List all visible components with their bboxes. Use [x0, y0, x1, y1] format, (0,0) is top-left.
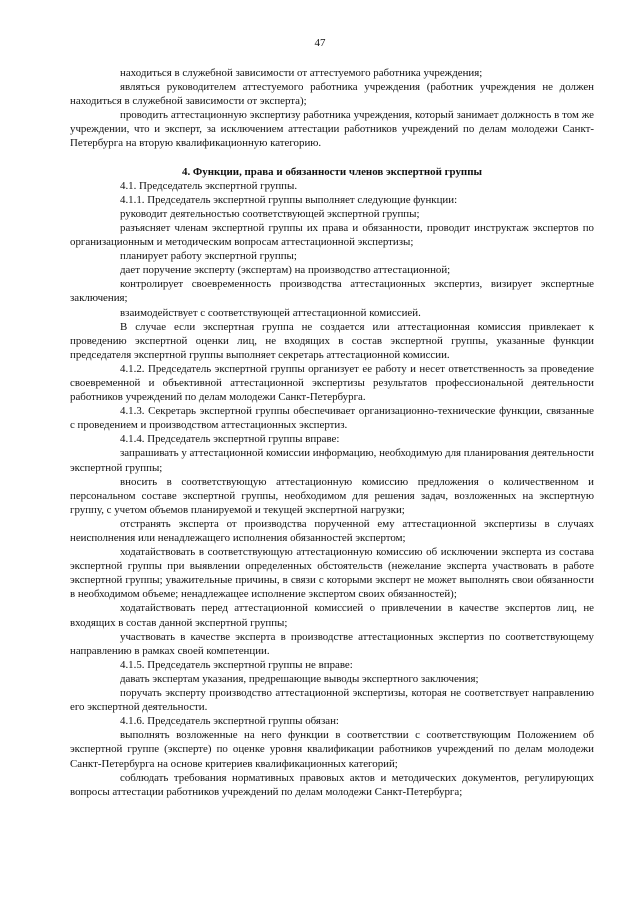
paragraph: запрашивать у аттестационной комиссии информацию, необходимую для планирования деятельности экспертной группы; — [70, 447, 594, 474]
section-heading: 4. Функции, права и обязанности членов экспертной группы — [182, 165, 482, 178]
paragraph: соблюдать требования нормативных правовых актов и методических документов, регулирующих вопросы аттестации работников учреждений по делам молодежи Санкт-Петербурга; — [70, 771, 594, 798]
paragraph: проводить аттестационную экспертизу работника учреждения, который занимает должность в том же учреждении, что и эксперт, за исключением аттестации работников учреждений по делам молодежи Санкт-Петербурга на вторую квалификационную категорию. — [70, 109, 594, 150]
paragraph: отстранять эксперта от производства порученной ему аттестационной экспертизы в случаях неисполнения или ненадлежащего исполнения обязанностей экспертом; — [70, 517, 594, 544]
page-number: 47 — [314, 37, 326, 49]
paragraph: ходатайствовать перед аттестационной комиссией о привлечении в качестве экспертов лиц, не входящих в состав данной экспертной группы; — [70, 602, 594, 629]
paragraph: контролирует своевременность производства аттестационных экспертиз, визирует экспертные заключения; — [70, 278, 594, 305]
paragraph: разъясняет членам экспертной группы их права и обязанности, проводит инструктаж экспертов по организационным и методическим вопросам аттестационной экспертизы; — [70, 221, 594, 249]
paragraph: выполнять возложенные на него функции в соответствии с соответствующим Положением об экспертной группе (эксперте) по оценке уровня квалификации работников учреждений по делам молодежи Санкт-Петербурга на основе критериев квалификационных категорий; — [70, 729, 594, 770]
paragraph: 4.1.5. Председатель экспертной группы не вправе: — [120, 658, 353, 671]
paragraph: участвовать в качестве эксперта в производстве аттестационных экспертиз по соответствующему направлению в рамках своей компетенции. — [70, 630, 594, 657]
paragraph: дает поручение эксперту (экспертам) на производство аттестационной; — [120, 264, 451, 277]
paragraph: планирует работу экспертной группы; — [120, 250, 297, 263]
paragraph: 4.1.6. Председатель экспертной группы обязан: — [120, 715, 339, 728]
document-body — [70, 66, 594, 799]
paragraph: взаимодействует с соответствующей аттестационной комиссией. — [120, 306, 421, 319]
paragraph: поручать эксперту производство аттестационной экспертизы, которая не соответствует направлению его экспертной деятельности. — [70, 687, 594, 714]
paragraph: 4.1.3. Секретарь экспертной группы обеспечивает организационно-технические функции, связанные с проведением и производством аттестационных экспертиз. — [70, 405, 594, 432]
paragraph: 4.1.1. Председатель экспертной группы выполняет следующие функции: — [120, 193, 458, 206]
paragraph: являться руководителем аттестуемого работника учреждения (работник учреждения не должен находиться в служебной зависимости от эксперта); — [70, 81, 594, 108]
paragraph: давать экспертам указания, предрешающие выводы экспертного заключения; — [120, 672, 479, 685]
paragraph: 4.1.2. Председатель экспертной группы организует ее работу и несет ответственность за проведение своевременной и объективной аттестационной экспертизы результатов профессиональной деятельности работников учреждений по делам молодежи Санкт-Петербурга. — [70, 362, 594, 404]
paragraph: 4.1. Председатель экспертной группы. — [120, 179, 298, 192]
paragraph: 4.1.4. Председатель экспертной группы вправе: — [120, 433, 340, 446]
paragraph: находиться в служебной зависимости от аттестуемого работника учреждения; — [120, 67, 483, 79]
paragraph: ходатайствовать в соответствующую аттестационную комиссию об исключении эксперта из состава экспертной группы при выявлении определенных обстоятельств (нежелание эксперта участвовать в работе экспертной группы; уважительные причины, в связи с которыми эксперт не может выполнять свои обязанности в необходимом объеме; ненадлежащее исполнение экспертом своих обязанностей); — [70, 546, 594, 601]
paragraph: вносить в соответствующую аттестационную комиссию предложения о количественном и персональном составе экспертной группы, необходимом для решения задач, возложенных на экспертную группу, с учетом объемов планируемой и текущей экспертной нагрузки; — [70, 475, 594, 516]
paragraph: руководит деятельностью соответствующей экспертной группы; — [120, 207, 420, 220]
paragraph: В случае если экспертная группа не создается или аттестационная комиссия привлекает к проведению экспертной оценки лиц, не входящих в состав экспертной группы, указанные функции председателя экспертной группы выполняет секретарь аттестационной комиссии. — [70, 320, 594, 361]
